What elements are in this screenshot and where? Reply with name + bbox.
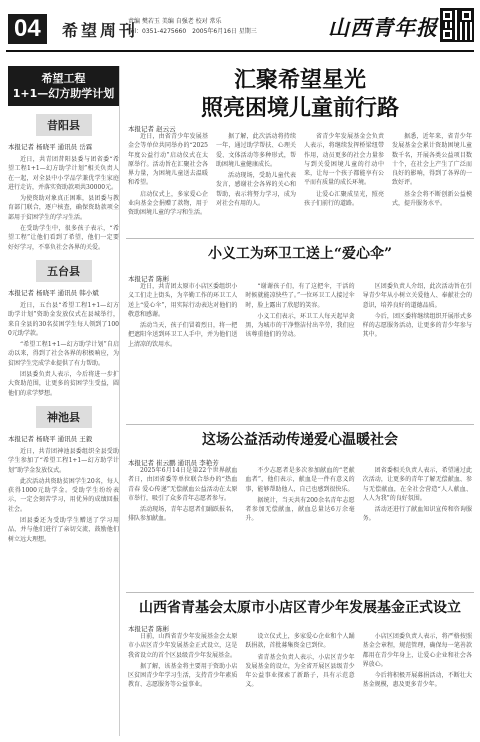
paragraph: 近日，由省青少年发展基金会等单位共同举办的“2025年度公益行动”启动仪式在太原举行。活动旨在汇聚社会各界力量，为困境儿童送去温暖和希望。 bbox=[128, 133, 208, 187]
text-column bbox=[363, 632, 472, 736]
paragraph: 基金会将不断创新公益模式，提升服务水平。 bbox=[392, 190, 472, 208]
newspaper-logo: 山西青年报 bbox=[328, 15, 438, 40]
paragraph: 据悉，近年来，省青少年发展基金会累计资助困境儿童数千名，开展各类公益项目数十个，在社会上产生了广泛而良好的影响，得到了各界的一致好评。 bbox=[392, 133, 472, 187]
sidebar-header-line1: 希望工程 bbox=[41, 72, 86, 85]
text-column bbox=[128, 282, 237, 420]
article-1-title-line2: 照亮困境儿童前行路 bbox=[200, 95, 399, 121]
masthead bbox=[0, 0, 480, 60]
text-column bbox=[216, 132, 296, 232]
paragraph: 近日，共青团神池县委组织全县受助学生参加了“希望工程1+1—幻方助学计划”助学金发放仪式。 bbox=[8, 447, 119, 474]
sidebar-section bbox=[8, 114, 119, 252]
text-column bbox=[245, 632, 354, 736]
paragraph: 日前，山西省青少年发展基金会太原市小店区青少年发展基金正式设立，这是我省设立的首个区县级青少年发展基金。 bbox=[128, 633, 238, 659]
paragraph: 据了解，此次活动将持续一年，通过助学帮扶、心理关爱、文体活动等多种形式，帮助困境儿童健康成长。 bbox=[216, 133, 296, 168]
sidebar-column bbox=[8, 66, 120, 736]
text-column bbox=[363, 466, 472, 588]
article-1-title-line1: 汇聚希望星光 bbox=[233, 67, 366, 93]
paragraph: 活动现场，青年志愿者们踊跃报名，排队参加献血。 bbox=[128, 506, 238, 523]
paragraph: “谢谢孩子们，有了这把伞，干活的时候就能凉快些了。”一位环卫工人接过伞时，脸上露出了欣慰的笑容。 bbox=[245, 283, 355, 309]
byline: 本报记者 陈彬 bbox=[128, 275, 170, 283]
qr-code-icon bbox=[440, 8, 474, 42]
paragraph: 近日，五台县“希望工程1+1—幻方助学计划”资助金发放仪式在县城举行，来自全县的30名贫困学生每人领到了1000元助学款。 bbox=[8, 301, 119, 337]
article-1-title bbox=[128, 66, 472, 122]
paragraph: 据统计，当天共有200余名青年志愿者参加无偿献血，献血总量达6万余毫升。 bbox=[245, 496, 355, 523]
county-label: 昔阳县 bbox=[36, 114, 92, 136]
divider bbox=[126, 592, 474, 593]
contact-date-info: Tel：0351-4275660 2005年6月16日 星期三 bbox=[128, 28, 257, 35]
byline: 本报记者 杨晓平 通讯员 韩小斌 bbox=[8, 288, 99, 297]
paragraph: 区团委负责人介绍，此次活动旨在引导青少年从小树立关爱他人、奉献社会的意识，培养良好的道德品质。 bbox=[362, 283, 472, 309]
sidebar-header-line2: 1+1—幻方助学计划 bbox=[12, 87, 115, 100]
byline: 本报记者 赵云云 bbox=[128, 125, 176, 133]
paragraph: 今后，团区委将继续组织开展形式多样的志愿服务活动，让更多的青少年参与其中。 bbox=[362, 312, 472, 339]
text-column bbox=[128, 466, 237, 588]
article-2-title: 小义工为环卫工送上“爱心伞” bbox=[207, 246, 393, 262]
paragraph: “希望工程1+1—幻方助学计划”自启动以来，得到了社会各界的积极响应，为贫困学生完成学业提供了有力帮助。 bbox=[8, 341, 119, 367]
paragraph: 据了解，该基金将主要用于资助小店区贫困青少年学习生活，支持青少年素质教育、志愿服务等公益事业。 bbox=[128, 662, 238, 689]
sidebar-header bbox=[8, 66, 119, 106]
text-column bbox=[128, 632, 237, 736]
article-4-title: 山西省青基会太原市小店区青少年发展基金正式设立 bbox=[139, 600, 461, 616]
paragraph: 活动现场，受助儿童代表发言，感谢社会各界的关心和帮助，表示将努力学习，成为对社会有用的人。 bbox=[216, 172, 296, 208]
paragraph: 团县委负责人表示，今后将进一步扩大资助范围，让更多的贫困学生受益，圆他们的求学梦想。 bbox=[8, 371, 119, 397]
byline: 本报记者 杨晓平 通讯员 岳霖 bbox=[8, 143, 93, 151]
paragraph: 小义工们表示，环卫工人每天起早贪黑，为城市的干净整洁付出辛劳，我们应该尊重他们的劳动。 bbox=[245, 312, 355, 339]
paragraph: 团省委相关负责人表示，希望通过此次活动，让更多的青年了解无偿献血、参与无偿献血，在全社会营造“人人献血、人人为我”的良好氛围。 bbox=[362, 467, 472, 502]
paragraph: 2025年6月14日是第22个世界献血者日，由团省委等单位联合举办的“热血青春 爱心传递”无偿献血公益活动在太原市举行，吸引了众多青年志愿者参与。 bbox=[128, 467, 238, 502]
paragraph: 近日，共青团太原市小店区委组织小义工们走上街头，为辛勤工作的环卫工人送上“爱心伞”，用实际行动表达对他们的敬意和感谢。 bbox=[128, 283, 238, 318]
sidebar-section bbox=[8, 260, 119, 398]
text-column bbox=[245, 282, 354, 420]
byline: 本报记者 杨晓平 通讯员 王毅 bbox=[8, 434, 93, 443]
text-column bbox=[304, 132, 384, 232]
county-label: 神池县 bbox=[36, 406, 92, 428]
text-column bbox=[128, 132, 208, 232]
text-column bbox=[363, 282, 472, 420]
section-name: 希望周刊 bbox=[62, 21, 139, 40]
text-column bbox=[245, 466, 354, 588]
paragraph: 活动当天，孩子们冒着烈日，将一把把遮阳伞送到环卫工人手中，并为他们送上清凉的饮用水。 bbox=[128, 322, 238, 348]
paragraph: 近日，共青团昔阳县委与团省委“希望工程1+1—幻方助学计划”相关负责人在一起，对全县中小学品学兼优学生家庭进行走访，并落实资助款项共30000元。 bbox=[8, 156, 119, 191]
paragraph: 在受助学生中，很多孩子表示，“希望工程”让他们看到了希望，他们一定要好好学习，不辜负社会各界的关爱。 bbox=[8, 225, 119, 251]
divider bbox=[126, 424, 474, 425]
byline: 本报记者 陈彬 bbox=[128, 625, 170, 633]
paragraph: 不少志愿者是多次参加献血的“老献血者”，他们表示，献血是一件有意义的事，能够帮助他人，自己也感到很快乐。 bbox=[245, 467, 355, 493]
paragraph: 让爱心汇聚成星光，照亮孩子们前行的道路。 bbox=[304, 190, 384, 208]
paragraph: 启动仪式上，多家爱心企业向基金会捐赠了款物，用于资助困境儿童的学习和生活。 bbox=[128, 190, 208, 217]
header-rule bbox=[6, 50, 474, 52]
paragraph: 今后将积极开展募捐活动，不断壮大基金规模，惠及更多青少年。 bbox=[362, 672, 472, 689]
page-number: 04 bbox=[8, 14, 47, 44]
divider bbox=[126, 238, 474, 239]
paragraph: 团县委还为受助学生赠送了学习用品，并与他们进行了亲切交流，鼓励他们树立远大理想。 bbox=[8, 517, 119, 543]
paragraph: 活动还进行了献血知识宣传和咨询服务。 bbox=[362, 506, 472, 523]
text-column bbox=[392, 132, 472, 232]
county-label: 五台县 bbox=[36, 260, 92, 282]
byline: 本报记者 崔云鹏 通讯员 李艳芳 bbox=[128, 459, 219, 467]
paragraph: 省青少年发展基金会负责人表示，将继续发挥桥梁纽带作用，动员更多的社会力量参与到关爱困境儿童的行动中来，让每一个孩子都能享有公平而有质量的成长环境。 bbox=[304, 133, 384, 187]
paragraph: 此次活动共资助贫困学生20名，每人获得1000元助学金。受助学生纷纷表示，一定会刻苦学习，用优异的成绩回报社会。 bbox=[8, 477, 119, 513]
sidebar-section bbox=[8, 406, 119, 544]
paragraph: 小店区团委负责人表示，将严格按照基金会章程，规范管理，确保每一笔善款都用在青少年身上，让爱心企业和社会各界放心。 bbox=[362, 633, 472, 668]
paragraph: 省青基会负责人表示，小店区青少年发展基金的设立，为全省开展区县级青少年公益事业探索了新路子，具有示范意义。 bbox=[245, 653, 355, 689]
editor-info: 责编 樊若玉 美编 自强老 校对 常乐 bbox=[128, 18, 222, 25]
paragraph: 为使资助对象真正困难，县团委与教育部门联合，逐户核查，确保资助款项全部用于贫困学生的学习生活。 bbox=[8, 195, 119, 221]
paragraph: 设立仪式上，多家爱心企业和个人踊跃捐款，首批募集资金已到位。 bbox=[245, 633, 355, 650]
article-3-title: 这场公益活动传递爱心温暖社会 bbox=[202, 432, 398, 448]
